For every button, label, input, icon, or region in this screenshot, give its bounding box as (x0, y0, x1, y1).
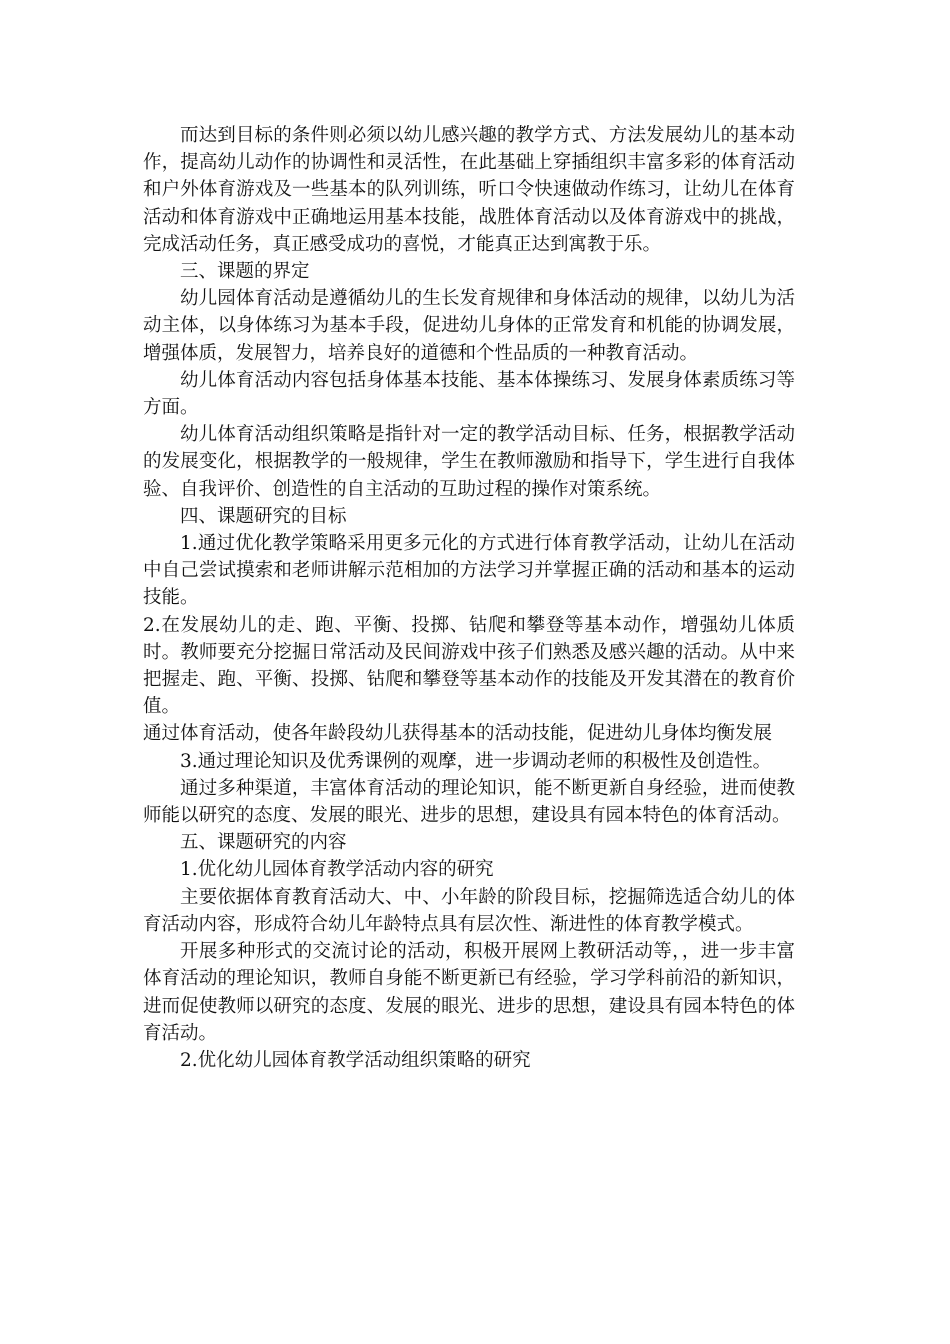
content-item-2-heading: 2.优化幼儿园体育教学活动组织策略的研究 (180, 1049, 531, 1071)
paragraph-pe-content: 幼儿体育活动内容包括身体基本技能、基本体操练习、发展身体素质练习等方面。 (143, 369, 795, 419)
goal-item-1: 1.通过优化教学策略采用更多元化的方式进行体育教学活动，让幼儿在活动中自己尝试摸索和老师讲解示范相加的方法学习并掌握正确的活动和基本的运动技能。 (143, 533, 795, 609)
paragraph-organization-strategy: 幼儿体育活动组织策略是指针对一定的教学活动目标、任务，根据教学活动的发展变化，根据教学的一般规律，学生在教师激励和指导下，学生进行自我体验、自我评价、创造性的自主活动的互助过程的操作对策系统。 (143, 424, 795, 500)
section-heading-content: 五、课题研究的内容 (180, 832, 347, 854)
document-page (143, 122, 795, 1074)
paragraph-stage-goals: 主要依据体育教育活动大、中、小年龄的阶段目标，挖掘筛选适合幼儿的体育活动内容，形成符合幼儿年龄特点具有层次性、渐进性的体育教学模式。 (143, 886, 795, 935)
paragraph-goal-conditions: 而达到目标的条件则必须以幼儿感兴趣的教学方式、方法发展幼儿的基本动作，提高幼儿动作的协调性和灵活性，在此基础上穿插组织丰富多彩的体育活动和户外体育游戏及一些基本的队列训练，听口令快速做动作练习，让幼儿在体育活动和体育游戏中正确地运用基本技能，战胜体育活动以及体育游戏中的挑战，完成活动任务，真正感受成功的喜悦，才能真正达到寓教于乐。 (143, 125, 795, 255)
content-item-1-heading: 1.优化幼儿园体育教学活动内容的研究 (180, 859, 494, 881)
paragraph-pe-activity-definition: 幼儿园体育活动是遵循幼儿的生长发育规律和身体活动的规律，以幼儿为活动主体，以身体练习为基本手段，促进幼儿身体的正常发育和机能的协调发展，增强体质，发展智力，培养良好的道德和个性品质的一种教育活动。 (143, 288, 795, 364)
goal-item-2: 2.在发展幼儿的走、跑、平衡、投掷、钻爬和攀登等基本动作，增强幼儿体质时。教师要充分挖掘日常活动及民间游戏中孩子们熟悉及感兴趣的活动。从中来把握走、跑、平衡、投掷、钻爬和攀登等基本动作的技能及开发其潜在的教育价值。 (143, 614, 795, 718)
paragraph-exchange-discussion: 开展多种形式的交流讨论的活动，积极开展网上教研活动等，，进一步丰富体育活动的理论知识，教师自身能不断更新已有经验，学习学科前沿的新知识，进而促使教师以研究的态度、发展的眼光、进步的思想，建设具有园本特色的体育活动。 (143, 941, 795, 1044)
section-heading-goals: 四、课题研究的目标 (180, 505, 347, 527)
paragraph-multiple-channels: 通过多种渠道，丰富体育活动的理论知识，能不断更新自身经验，进而使教师能以研究的态度、发展的眼光、进步的思想，建设具有园本特色的体育活动。 (143, 777, 795, 827)
goal-item-3: 3.通过理论知识及优秀课例的观摩，进一步调动老师的积极性及创造性。 (180, 750, 772, 772)
paragraph-balanced-development: 通过体育活动，使各年龄段幼儿获得基本的活动技能，促进幼儿身体均衡发展 (143, 723, 773, 745)
section-heading-definition: 三、课题的界定 (180, 261, 310, 283)
